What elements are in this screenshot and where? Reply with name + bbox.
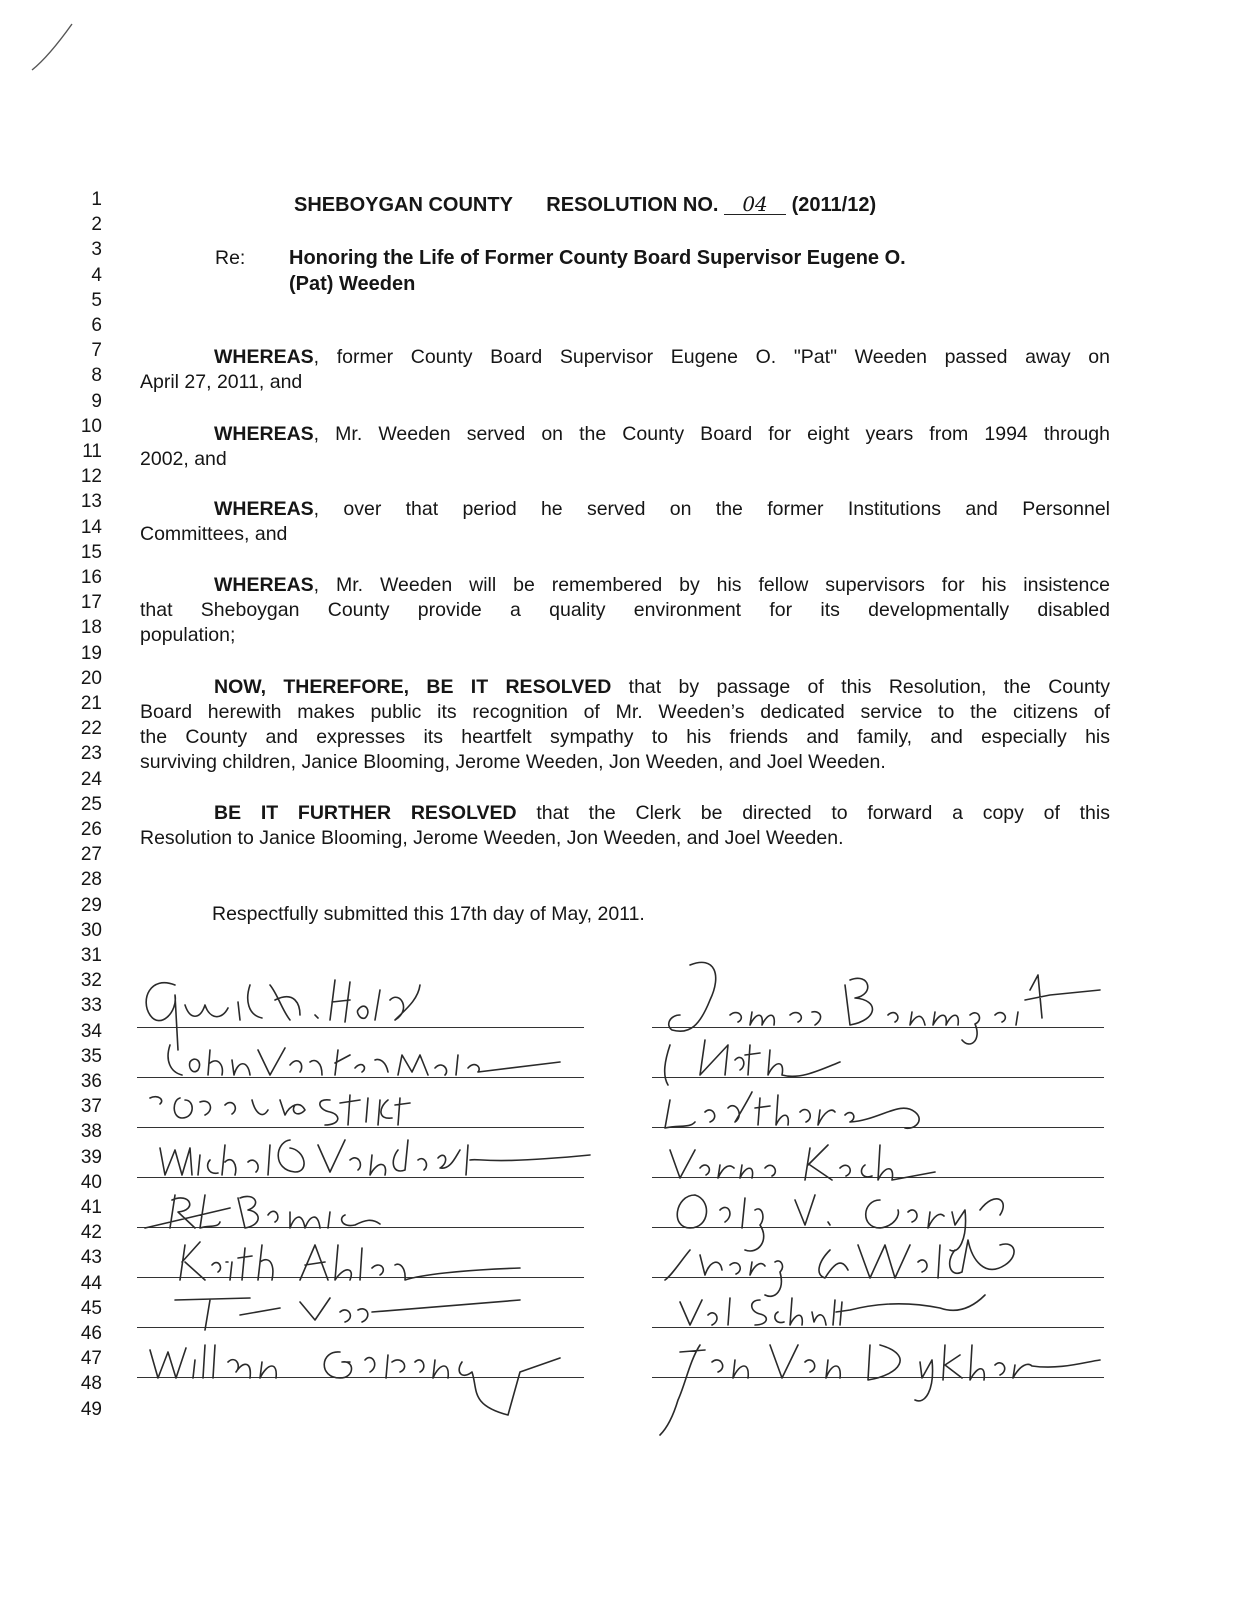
paragraph-4-line-3: population; bbox=[140, 624, 236, 646]
line-number: 38 bbox=[80, 1121, 102, 1143]
whereas-keyword: WHEREAS bbox=[214, 346, 314, 368]
whereas-keyword: WHEREAS bbox=[214, 574, 314, 596]
line-number: 16 bbox=[80, 567, 102, 588]
re-label: Re: bbox=[215, 247, 246, 269]
line-number: 42 bbox=[80, 1222, 102, 1244]
line-number: 25 bbox=[80, 793, 102, 815]
signature-gerald-holub bbox=[146, 980, 420, 1050]
paragraph-2-text: , Mr. Weeden served on the County Board for eight years from 1994 through bbox=[313, 423, 1110, 445]
signature-line bbox=[137, 1277, 584, 1278]
line-number: 4 bbox=[91, 264, 102, 286]
line-number: 9 bbox=[91, 390, 102, 412]
line-number: 8 bbox=[91, 365, 102, 387]
document-title bbox=[294, 194, 876, 215]
resolution-session: (2011/12) bbox=[791, 194, 877, 216]
line-number: 40 bbox=[80, 1171, 102, 1193]
resolved-keyword: NOW, THEREFORE, BE IT RESOLVED bbox=[214, 676, 612, 698]
line-number: 15 bbox=[80, 541, 102, 563]
signature-william-goehring bbox=[150, 1345, 560, 1415]
line-number: 19 bbox=[80, 642, 102, 664]
line-number: 43 bbox=[80, 1247, 102, 1269]
signature-line bbox=[652, 1027, 1104, 1028]
signature-val-schult bbox=[680, 1295, 985, 1325]
signature-t-vreeke bbox=[175, 1298, 520, 1330]
line-number: 10 bbox=[80, 415, 102, 437]
line-number: 14 bbox=[80, 516, 102, 538]
paragraph-2-line-1 bbox=[140, 424, 1110, 444]
paragraph-5-line-3: the County and expresses its heartfelt sympathy to his friends and family, and especially his bbox=[140, 726, 1110, 748]
line-number: 49 bbox=[80, 1398, 102, 1420]
signature-line bbox=[137, 1127, 584, 1128]
paragraph-5-line-2: Board herewith makes public its recognition of Mr. Weeden’s dedicated service to the citizens of bbox=[140, 701, 1110, 723]
paragraph-1-line-1 bbox=[140, 347, 1110, 367]
signature-line bbox=[137, 1177, 584, 1178]
paragraph-4-line-1 bbox=[140, 575, 1110, 595]
paragraph-6-line-1 bbox=[140, 803, 1110, 823]
line-number: 39 bbox=[80, 1146, 102, 1168]
line-number: 24 bbox=[80, 768, 102, 790]
line-number: 2 bbox=[91, 214, 102, 236]
line-number: 28 bbox=[80, 869, 102, 891]
line-number: 23 bbox=[80, 743, 102, 765]
line-number: 3 bbox=[91, 239, 102, 261]
line-number: 46 bbox=[80, 1323, 102, 1344]
resolution-prefix: RESOLUTION NO. bbox=[546, 194, 719, 216]
line-number: 32 bbox=[80, 970, 102, 992]
line-number: 26 bbox=[80, 819, 102, 840]
signature-line bbox=[137, 1077, 584, 1078]
signature-line bbox=[137, 1227, 584, 1228]
paragraph-4-text: , Mr. Weeden will be remembered by his fellow supervisors for his insistence bbox=[313, 574, 1110, 596]
signature-line bbox=[137, 1327, 584, 1328]
line-number: 5 bbox=[91, 289, 102, 311]
line-number: 18 bbox=[80, 617, 102, 639]
signature-jon-van-dykhorst bbox=[660, 1345, 1100, 1435]
signature-thomas-wolf bbox=[665, 1240, 1014, 1296]
signature-vernon-koch bbox=[670, 1145, 935, 1180]
signature-line bbox=[652, 1227, 1104, 1228]
line-number: 1 bbox=[91, 189, 102, 210]
paragraph-3-line-1 bbox=[140, 499, 1110, 519]
margin-slash-mark bbox=[22, 18, 82, 78]
paragraph-3-line-2: Committees, and bbox=[140, 523, 288, 545]
signature-james-baumgart bbox=[669, 962, 1100, 1044]
line-number: 45 bbox=[80, 1297, 102, 1319]
line-number: 33 bbox=[80, 995, 102, 1017]
line-number: 48 bbox=[80, 1373, 102, 1395]
signature-netzer bbox=[665, 1040, 840, 1085]
line-number: 20 bbox=[80, 667, 102, 689]
signature-line bbox=[652, 1277, 1104, 1278]
signature-daly-cary bbox=[677, 1195, 1003, 1251]
line-number: 27 bbox=[80, 844, 102, 866]
paragraph-6-line-2: Resolution to Janice Blooming, Jerome Weeden, Jon Weeden, and Joel Weeden. bbox=[140, 827, 844, 849]
paragraph-4-line-2: that Sheboygan County provide a quality environment for its developmentally disabled bbox=[140, 599, 1110, 621]
signature-michael-vandeusen bbox=[160, 1140, 590, 1175]
line-number: 6 bbox=[91, 315, 102, 336]
whereas-keyword: WHEREAS bbox=[214, 498, 314, 520]
signature-line bbox=[137, 1377, 584, 1378]
paragraph-5-line-1 bbox=[140, 677, 1110, 697]
signature-line bbox=[652, 1327, 1104, 1328]
paragraph-5-text: that by passage of this Resolution, the County bbox=[611, 676, 1110, 698]
line-number: 29 bbox=[80, 894, 102, 916]
line-number: 12 bbox=[80, 466, 102, 488]
line-number: 22 bbox=[80, 718, 102, 740]
signature-keith-abler bbox=[180, 1242, 520, 1280]
line-number: 37 bbox=[80, 1096, 102, 1118]
signature-line bbox=[652, 1377, 1104, 1378]
line-number: 41 bbox=[80, 1197, 102, 1218]
county-name: SHEBOYGAN COUNTY bbox=[294, 194, 513, 216]
paragraph-1-text: , former County Board Supervisor Eugene O. "Pat" Weeden passed away on bbox=[313, 346, 1110, 368]
signature-line bbox=[652, 1127, 1104, 1128]
resolution-number: 04 bbox=[724, 194, 786, 215]
further-resolved-keyword: BE IT FURTHER RESOLVED bbox=[214, 802, 517, 824]
paragraph-5-line-4: surviving children, Janice Blooming, Jerome Weeden, Jon Weeden, and Joel Weeden. bbox=[140, 751, 886, 773]
signature-leathers bbox=[665, 1092, 919, 1128]
line-number: 35 bbox=[80, 1045, 102, 1067]
closing-statement: Respectfully submitted this 17th day of May, 2011. bbox=[212, 903, 645, 925]
signature-line bbox=[652, 1177, 1104, 1178]
line-number: 30 bbox=[80, 919, 102, 941]
line-number: 11 bbox=[82, 441, 102, 462]
line-number: 17 bbox=[80, 592, 102, 614]
line-number: 36 bbox=[80, 1071, 102, 1092]
line-number: 13 bbox=[80, 491, 102, 513]
whereas-keyword: WHEREAS bbox=[214, 423, 314, 445]
line-number: 34 bbox=[80, 1020, 102, 1042]
line-number: 21 bbox=[80, 693, 102, 714]
signature-john-van-der-male bbox=[168, 1045, 560, 1075]
paragraph-1-line-2: April 27, 2011, and bbox=[140, 371, 303, 393]
paragraph-6-text: that the Clerk be directed to forward a copy of this bbox=[516, 802, 1110, 824]
line-number: 7 bbox=[91, 340, 102, 362]
signature-joseph-stiefel bbox=[150, 1095, 410, 1125]
re-subject-line-2: (Pat) Weeden bbox=[289, 273, 416, 295]
line-number: 47 bbox=[80, 1348, 102, 1370]
signature-r-bemis bbox=[145, 1195, 380, 1228]
signature-line bbox=[652, 1077, 1104, 1078]
line-number: 44 bbox=[80, 1272, 102, 1294]
line-number: 31 bbox=[80, 945, 102, 966]
paragraph-3-text: , over that period he served on the former Institutions and Personnel bbox=[313, 498, 1110, 520]
signature-line bbox=[137, 1027, 584, 1028]
re-subject-line-1: Honoring the Life of Former County Board Supervisor Eugene O. bbox=[289, 247, 906, 269]
paragraph-2-line-2: 2002, and bbox=[140, 448, 227, 470]
